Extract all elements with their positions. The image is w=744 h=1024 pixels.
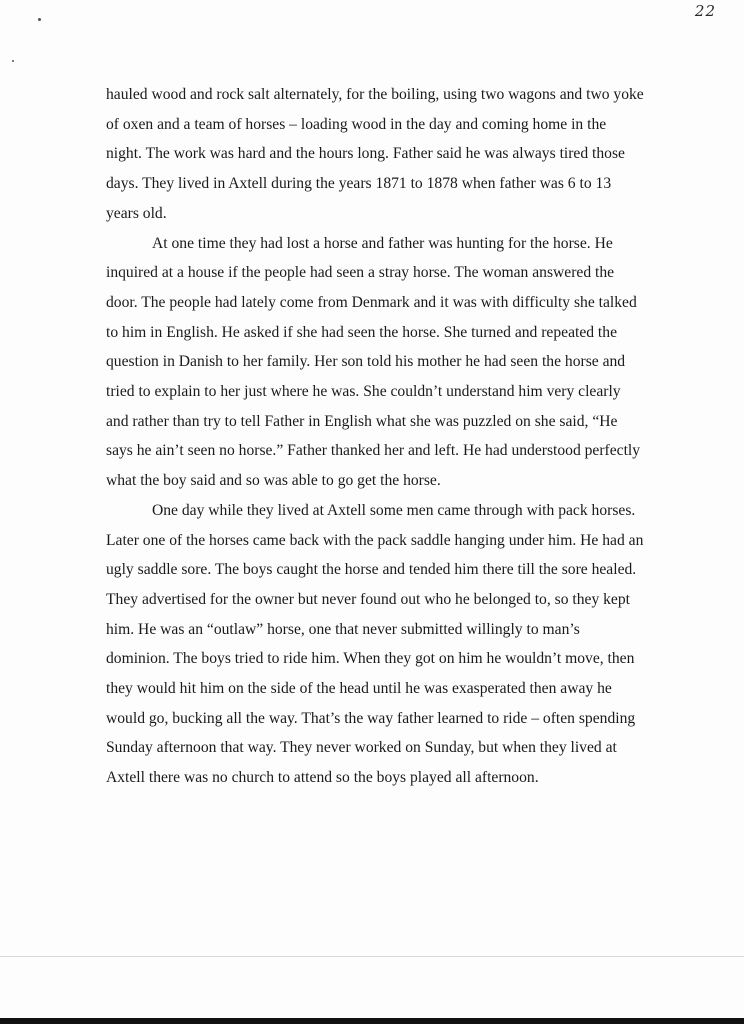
scan-speck: [12, 60, 14, 62]
paragraph-3: One day while they lived at Axtell some men came through with pack horses. Later one of the horses came back with the pack saddle hanging under him. He had an ugly saddle sore. The boys caught the horse and tended him there till the sore healed. They advertised for the owner but never found out who he belonged to, so they kept him. He was an “outlaw” horse, one that never submitted willingly to man’s dominion. The boys tried to ride him. When they got on him he wouldn’t move, then they would hit him on the side of the head until he was exasperated then away he would go, bucking all the way. That’s the way father learned to ride – often spending Sunday afternoon that way. They never worked on Sunday, but when they lived at Axtell there was no church to attend so the boys played all afternoon.: [106, 501, 644, 787]
body-text: [106, 80, 646, 793]
page-number: 22: [694, 2, 716, 20]
scan-speck: [38, 18, 41, 21]
scan-edge-shadow: [0, 1018, 744, 1024]
paragraph-2: At one time they had lost a horse and father was hunting for the horse. He inquired at a house if the people had seen a stray horse. The woman answered the door. The people had lately come from Denmark and it was with difficulty she talked to him in English. He asked if she had seen the horse. She turned and repeated the question in Danish to her family. Her son told his mother he had seen the horse and tried to explain to her just where he was. She couldn’t understand him very clearly and rather than try to tell Father in English what she was puzzled on she said, “He says he ain’t seen no horse.” Father thanked her and left. He had understood perfectly what the boy said and so was able to go get the horse.: [106, 234, 641, 490]
scan-fold-line: [0, 956, 744, 957]
paragraph-1: hauled wood and rock salt alternately, for the boiling, using two wagons and two yoke of oxen and a team of horses – loading wood in the day and coming home in the night. The work was hard and the hours long. Father said he was always tired those days. They lived in Axtell during the years 1871 to 1878 when father was 6 to 13 years old.: [106, 86, 644, 222]
